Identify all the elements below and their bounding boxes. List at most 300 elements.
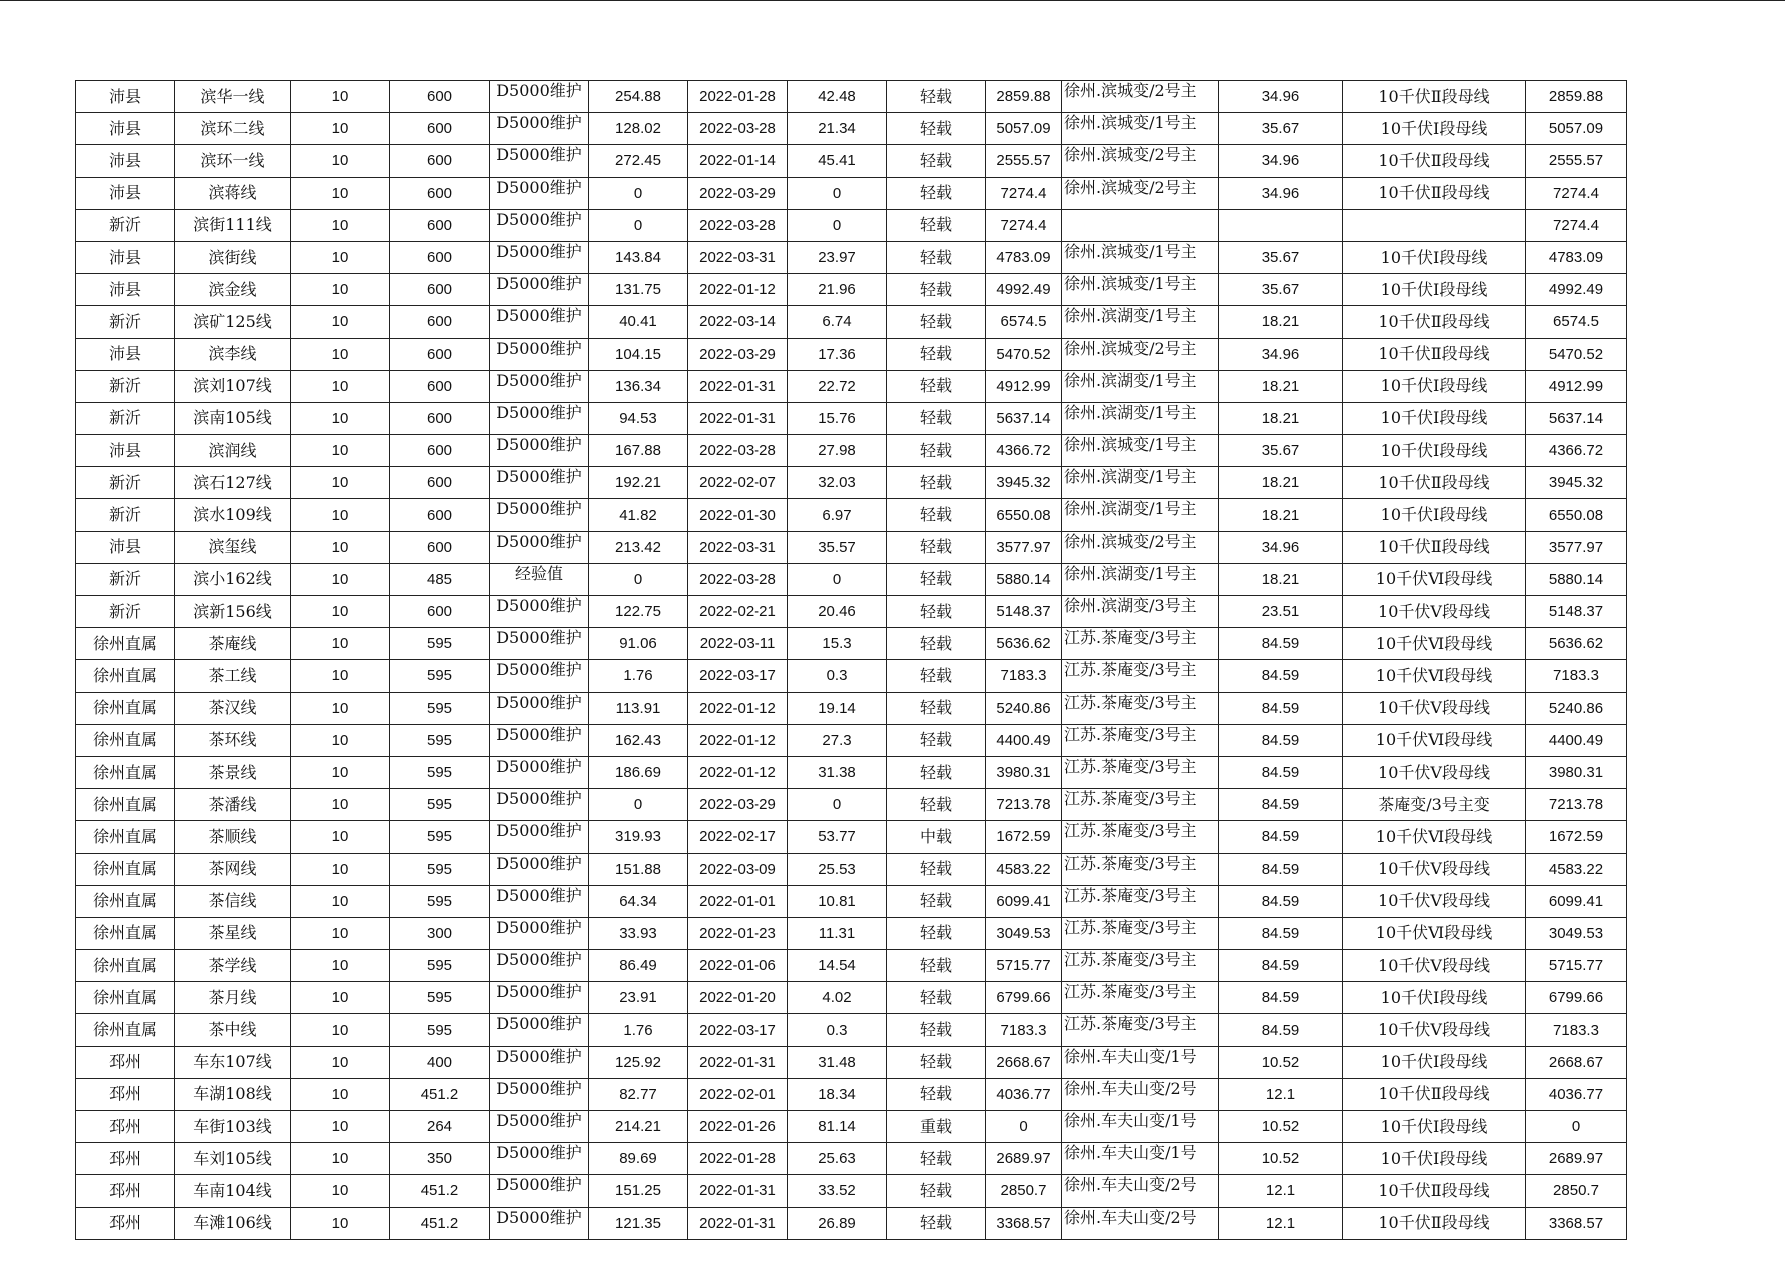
cell-region: 邳州 [76, 1111, 175, 1143]
cell-line-name: 滨华一线 [175, 81, 291, 113]
cell-load-current: 113.91 [589, 692, 688, 724]
cell-transformer: 徐州.滨湖变/3号主 [1062, 596, 1219, 628]
cell-line-name: 茶月线 [175, 982, 291, 1014]
cell-transformer-rate: 84.59 [1219, 756, 1343, 788]
table-row [76, 885, 1627, 917]
cell-transformer: 江苏.茶庵变/3号主 [1062, 692, 1219, 724]
cell-date: 2022-01-12 [688, 756, 788, 788]
cell-transformer-rate: 12.1 [1219, 1175, 1343, 1207]
cell-load-status: 轻载 [887, 145, 986, 177]
cell-bus-section: 10千伏Ⅱ段母线 [1343, 1078, 1526, 1110]
cell-available-capacity: 4992.49 [986, 274, 1062, 306]
cell-transformer-rate: 35.67 [1219, 435, 1343, 467]
cell-transformer-rate: 18.21 [1219, 370, 1343, 402]
cell-load-status: 中载 [887, 821, 986, 853]
cell-date: 2022-01-31 [688, 402, 788, 434]
cell-transformer: 徐州.滨湖变/1号主 [1062, 563, 1219, 595]
cell-load-rate: 18.34 [788, 1078, 887, 1110]
cell-region: 邳州 [76, 1046, 175, 1078]
cell-region: 邳州 [76, 1207, 175, 1239]
cell-capacity: 3945.32 [1526, 467, 1627, 499]
cell-load-current: 91.06 [589, 628, 688, 660]
cell-bus-section: 10千伏Ⅱ段母线 [1343, 1207, 1526, 1239]
cell-transformer-rate: 84.59 [1219, 821, 1343, 853]
cell-transformer-rate: 34.96 [1219, 531, 1343, 563]
cell-line-name: 滨蒋线 [175, 177, 291, 209]
cell-available-capacity: 5637.14 [986, 402, 1062, 434]
cell-load-rate: 0.3 [788, 660, 887, 692]
cell-source: D5000维护 [490, 113, 589, 145]
cell-transformer: 江苏.茶庵变/3号主 [1062, 853, 1219, 885]
cell-transformer-rate: 34.96 [1219, 81, 1343, 113]
cell-capacity: 7274.4 [1526, 177, 1627, 209]
cell-source: D5000维护 [490, 950, 589, 982]
cell-transformer: 江苏.茶庵变/3号主 [1062, 821, 1219, 853]
cell-date: 2022-01-06 [688, 950, 788, 982]
cell-load-rate: 10.81 [788, 885, 887, 917]
cell-load-rate: 0 [788, 563, 887, 595]
cell-source: D5000维护 [490, 1175, 589, 1207]
cell-load-status: 轻载 [887, 241, 986, 273]
cell-transformer: 徐州.车夫山变/2号 [1062, 1175, 1219, 1207]
cell-bus-section: 10千伏Ⅴ段母线 [1343, 950, 1526, 982]
cell-available-capacity: 5636.62 [986, 628, 1062, 660]
table-row [76, 499, 1627, 531]
cell-transformer: 徐州.滨城变/1号主 [1062, 274, 1219, 306]
cell-capacity: 2689.97 [1526, 1143, 1627, 1175]
cell-capacity: 7274.4 [1526, 209, 1627, 241]
cell-limit-current: 600 [390, 499, 490, 531]
cell-region: 徐州直属 [76, 853, 175, 885]
cell-source: D5000维护 [490, 209, 589, 241]
cell-voltage: 10 [291, 1046, 390, 1078]
cell-load-status: 轻载 [887, 1046, 986, 1078]
cell-line-name: 滨刘107线 [175, 370, 291, 402]
cell-bus-section: 10千伏Ⅰ段母线 [1343, 274, 1526, 306]
table-row [76, 435, 1627, 467]
cell-region: 新沂 [76, 370, 175, 402]
cell-voltage: 10 [291, 1111, 390, 1143]
cell-load-status: 轻载 [887, 917, 986, 949]
cell-limit-current: 595 [390, 692, 490, 724]
cell-transformer: 徐州.滨湖变/1号主 [1062, 499, 1219, 531]
cell-load-status: 轻载 [887, 628, 986, 660]
cell-available-capacity: 5057.09 [986, 113, 1062, 145]
cell-source: D5000维护 [490, 853, 589, 885]
cell-available-capacity: 4583.22 [986, 853, 1062, 885]
cell-transformer: 徐州.车夫山变/2号 [1062, 1078, 1219, 1110]
cell-load-current: 1.76 [589, 1014, 688, 1046]
cell-date: 2022-03-28 [688, 113, 788, 145]
cell-limit-current: 600 [390, 274, 490, 306]
cell-capacity: 4783.09 [1526, 241, 1627, 273]
cell-load-current: 214.21 [589, 1111, 688, 1143]
cell-source: D5000维护 [490, 821, 589, 853]
cell-region: 新沂 [76, 467, 175, 499]
cell-voltage: 10 [291, 596, 390, 628]
cell-load-rate: 45.41 [788, 145, 887, 177]
cell-load-current: 213.42 [589, 531, 688, 563]
cell-bus-section: 10千伏Ⅱ段母线 [1343, 306, 1526, 338]
cell-region: 徐州直属 [76, 756, 175, 788]
cell-available-capacity: 6550.08 [986, 499, 1062, 531]
cell-voltage: 10 [291, 628, 390, 660]
cell-line-name: 滨石127线 [175, 467, 291, 499]
cell-region: 徐州直属 [76, 724, 175, 756]
cell-region: 徐州直属 [76, 885, 175, 917]
cell-load-current: 0 [589, 209, 688, 241]
cell-voltage: 10 [291, 113, 390, 145]
cell-limit-current: 600 [390, 338, 490, 370]
table-row [76, 950, 1627, 982]
cell-bus-section: 10千伏Ⅰ段母线 [1343, 370, 1526, 402]
cell-load-current: 0 [589, 563, 688, 595]
cell-region: 沛县 [76, 338, 175, 370]
cell-voltage: 10 [291, 435, 390, 467]
cell-transformer-rate [1219, 209, 1343, 241]
cell-capacity: 6099.41 [1526, 885, 1627, 917]
cell-region: 徐州直属 [76, 982, 175, 1014]
table-row [76, 113, 1627, 145]
cell-date: 2022-03-09 [688, 853, 788, 885]
cell-line-name: 茶中线 [175, 1014, 291, 1046]
cell-region: 徐州直属 [76, 821, 175, 853]
cell-voltage: 10 [291, 402, 390, 434]
cell-load-status: 轻载 [887, 692, 986, 724]
cell-source: D5000维护 [490, 435, 589, 467]
cell-source: D5000维护 [490, 724, 589, 756]
cell-line-name: 车滩106线 [175, 1207, 291, 1239]
cell-capacity: 5880.14 [1526, 563, 1627, 595]
cell-bus-section: 10千伏Ⅱ段母线 [1343, 145, 1526, 177]
cell-available-capacity: 4366.72 [986, 435, 1062, 467]
cell-load-current: 33.93 [589, 917, 688, 949]
cell-source: 经验值 [490, 563, 589, 595]
cell-source: D5000维护 [490, 241, 589, 273]
cell-line-name: 滨李线 [175, 338, 291, 370]
cell-load-current: 319.93 [589, 821, 688, 853]
cell-bus-section: 10千伏Ⅰ段母线 [1343, 241, 1526, 273]
cell-load-current: 86.49 [589, 950, 688, 982]
cell-voltage: 10 [291, 660, 390, 692]
cell-bus-section: 10千伏Ⅴ段母线 [1343, 596, 1526, 628]
cell-load-status: 轻载 [887, 1078, 986, 1110]
cell-capacity: 6574.5 [1526, 306, 1627, 338]
cell-load-current: 1.76 [589, 660, 688, 692]
cell-source: D5000维护 [490, 499, 589, 531]
table-row [76, 628, 1627, 660]
cell-line-name: 滨环一线 [175, 145, 291, 177]
cell-load-status: 轻载 [887, 660, 986, 692]
cell-voltage: 10 [291, 306, 390, 338]
cell-limit-current: 595 [390, 821, 490, 853]
cell-line-name: 车刘105线 [175, 1143, 291, 1175]
cell-limit-current: 600 [390, 596, 490, 628]
cell-line-name: 茶网线 [175, 853, 291, 885]
cell-capacity: 2859.88 [1526, 81, 1627, 113]
cell-region: 沛县 [76, 241, 175, 273]
table-row [76, 724, 1627, 756]
cell-voltage: 10 [291, 145, 390, 177]
cell-load-rate: 31.38 [788, 756, 887, 788]
cell-capacity: 7213.78 [1526, 789, 1627, 821]
cell-capacity: 7183.3 [1526, 1014, 1627, 1046]
cell-bus-section: 10千伏Ⅱ段母线 [1343, 81, 1526, 113]
cell-available-capacity: 3049.53 [986, 917, 1062, 949]
cell-date: 2022-01-28 [688, 81, 788, 113]
cell-line-name: 茶景线 [175, 756, 291, 788]
table-row [76, 531, 1627, 563]
cell-load-rate: 27.98 [788, 435, 887, 467]
cell-source: D5000维护 [490, 1014, 589, 1046]
cell-load-status: 轻载 [887, 274, 986, 306]
cell-limit-current: 595 [390, 789, 490, 821]
cell-date: 2022-01-01 [688, 885, 788, 917]
cell-transformer-rate: 34.96 [1219, 145, 1343, 177]
cell-load-current: 192.21 [589, 467, 688, 499]
cell-region: 新沂 [76, 209, 175, 241]
cell-transformer: 江苏.茶庵变/3号主 [1062, 660, 1219, 692]
cell-load-current: 128.02 [589, 113, 688, 145]
cell-capacity: 3577.97 [1526, 531, 1627, 563]
cell-load-current: 94.53 [589, 402, 688, 434]
cell-load-rate: 0 [788, 789, 887, 821]
cell-available-capacity: 7213.78 [986, 789, 1062, 821]
cell-transformer: 江苏.茶庵变/3号主 [1062, 724, 1219, 756]
cell-voltage: 10 [291, 756, 390, 788]
page-top-rule [0, 0, 1785, 1]
cell-available-capacity: 3368.57 [986, 1207, 1062, 1239]
cell-capacity: 4992.49 [1526, 274, 1627, 306]
cell-limit-current: 600 [390, 402, 490, 434]
cell-capacity: 6550.08 [1526, 499, 1627, 531]
cell-limit-current: 600 [390, 531, 490, 563]
cell-load-status: 轻载 [887, 338, 986, 370]
cell-voltage: 10 [291, 1014, 390, 1046]
cell-region: 沛县 [76, 81, 175, 113]
cell-transformer-rate: 84.59 [1219, 885, 1343, 917]
cell-load-status: 轻载 [887, 209, 986, 241]
cell-transformer-rate: 84.59 [1219, 917, 1343, 949]
table-row [76, 81, 1627, 113]
cell-date: 2022-01-31 [688, 1175, 788, 1207]
cell-transformer-rate: 35.67 [1219, 274, 1343, 306]
cell-limit-current: 600 [390, 370, 490, 402]
cell-available-capacity: 7274.4 [986, 177, 1062, 209]
cell-load-rate: 53.77 [788, 821, 887, 853]
cell-load-current: 151.25 [589, 1175, 688, 1207]
cell-transformer-rate: 84.59 [1219, 1014, 1343, 1046]
cell-date: 2022-03-11 [688, 628, 788, 660]
cell-line-name: 车街103线 [175, 1111, 291, 1143]
cell-load-status: 轻载 [887, 756, 986, 788]
cell-load-current: 162.43 [589, 724, 688, 756]
cell-load-rate: 20.46 [788, 596, 887, 628]
cell-region: 徐州直属 [76, 789, 175, 821]
table-body [76, 81, 1627, 1240]
cell-available-capacity: 4912.99 [986, 370, 1062, 402]
table-row [76, 241, 1627, 273]
cell-transformer: 江苏.茶庵变/3号主 [1062, 1014, 1219, 1046]
cell-transformer: 江苏.茶庵变/3号主 [1062, 628, 1219, 660]
cell-voltage: 10 [291, 917, 390, 949]
cell-source: D5000维护 [490, 1078, 589, 1110]
cell-region: 新沂 [76, 499, 175, 531]
cell-available-capacity: 2850.7 [986, 1175, 1062, 1207]
table-row [76, 692, 1627, 724]
cell-date: 2022-03-28 [688, 209, 788, 241]
cell-line-name: 滨街线 [175, 241, 291, 273]
table-row [76, 370, 1627, 402]
cell-bus-section: 10千伏Ⅰ段母线 [1343, 435, 1526, 467]
cell-load-current: 254.88 [589, 81, 688, 113]
cell-voltage: 10 [291, 531, 390, 563]
table-row [76, 1111, 1627, 1143]
cell-line-name: 滨金线 [175, 274, 291, 306]
cell-capacity: 3980.31 [1526, 756, 1627, 788]
cell-source: D5000维护 [490, 274, 589, 306]
table-row [76, 917, 1627, 949]
cell-date: 2022-01-31 [688, 1046, 788, 1078]
cell-region: 邳州 [76, 1175, 175, 1207]
cell-load-status: 轻载 [887, 885, 986, 917]
cell-line-name: 滨玺线 [175, 531, 291, 563]
cell-transformer-rate: 18.21 [1219, 306, 1343, 338]
cell-load-rate: 14.54 [788, 950, 887, 982]
cell-bus-section: 10千伏Ⅵ段母线 [1343, 821, 1526, 853]
cell-voltage: 10 [291, 1175, 390, 1207]
cell-transformer-rate: 84.59 [1219, 982, 1343, 1014]
cell-region: 沛县 [76, 113, 175, 145]
cell-load-current: 122.75 [589, 596, 688, 628]
cell-load-status: 轻载 [887, 982, 986, 1014]
cell-capacity: 3049.53 [1526, 917, 1627, 949]
cell-capacity: 5240.86 [1526, 692, 1627, 724]
cell-bus-section: 10千伏Ⅴ段母线 [1343, 853, 1526, 885]
cell-capacity: 5148.37 [1526, 596, 1627, 628]
cell-load-status: 轻载 [887, 402, 986, 434]
cell-capacity: 6799.66 [1526, 982, 1627, 1014]
cell-transformer-rate: 12.1 [1219, 1078, 1343, 1110]
cell-date: 2022-03-28 [688, 563, 788, 595]
cell-load-current: 125.92 [589, 1046, 688, 1078]
cell-capacity: 5057.09 [1526, 113, 1627, 145]
cell-limit-current: 485 [390, 563, 490, 595]
cell-date: 2022-01-12 [688, 274, 788, 306]
cell-region: 新沂 [76, 306, 175, 338]
cell-bus-section: 10千伏Ⅴ段母线 [1343, 1014, 1526, 1046]
table-row [76, 1143, 1627, 1175]
cell-load-rate: 31.48 [788, 1046, 887, 1078]
cell-voltage: 10 [291, 1143, 390, 1175]
cell-load-rate: 33.52 [788, 1175, 887, 1207]
cell-voltage: 10 [291, 177, 390, 209]
cell-limit-current: 595 [390, 950, 490, 982]
cell-source: D5000维护 [490, 402, 589, 434]
cell-transformer: 江苏.茶庵变/3号主 [1062, 789, 1219, 821]
cell-available-capacity: 2689.97 [986, 1143, 1062, 1175]
cell-bus-section: 10千伏Ⅱ段母线 [1343, 467, 1526, 499]
cell-line-name: 滨新156线 [175, 596, 291, 628]
feeder-load-table [75, 80, 1627, 1240]
cell-date: 2022-02-21 [688, 596, 788, 628]
cell-limit-current: 595 [390, 982, 490, 1014]
cell-load-current: 167.88 [589, 435, 688, 467]
cell-region: 沛县 [76, 274, 175, 306]
cell-load-status: 轻载 [887, 81, 986, 113]
table-row [76, 789, 1627, 821]
cell-source: D5000维护 [490, 1143, 589, 1175]
cell-load-current: 41.82 [589, 499, 688, 531]
cell-available-capacity: 5148.37 [986, 596, 1062, 628]
table-row [76, 467, 1627, 499]
cell-load-status: 重载 [887, 1111, 986, 1143]
cell-load-current: 272.45 [589, 145, 688, 177]
table-row [76, 660, 1627, 692]
cell-load-rate: 21.96 [788, 274, 887, 306]
cell-transformer: 徐州.车夫山变/1号 [1062, 1046, 1219, 1078]
cell-bus-section: 10千伏Ⅱ段母线 [1343, 1175, 1526, 1207]
cell-available-capacity: 2668.67 [986, 1046, 1062, 1078]
table-row [76, 338, 1627, 370]
cell-capacity: 1672.59 [1526, 821, 1627, 853]
cell-capacity: 5637.14 [1526, 402, 1627, 434]
cell-line-name: 滨街111线 [175, 209, 291, 241]
cell-source: D5000维护 [490, 982, 589, 1014]
cell-transformer: 江苏.茶庵变/3号主 [1062, 756, 1219, 788]
cell-load-rate: 0 [788, 209, 887, 241]
cell-capacity: 5470.52 [1526, 338, 1627, 370]
cell-voltage: 10 [291, 209, 390, 241]
table-row [76, 209, 1627, 241]
cell-date: 2022-01-12 [688, 724, 788, 756]
cell-line-name: 茶汉线 [175, 692, 291, 724]
cell-available-capacity: 4400.49 [986, 724, 1062, 756]
cell-load-current: 121.35 [589, 1207, 688, 1239]
cell-date: 2022-02-07 [688, 467, 788, 499]
cell-voltage: 10 [291, 338, 390, 370]
table-row [76, 982, 1627, 1014]
cell-date: 2022-01-14 [688, 145, 788, 177]
cell-transformer: 徐州.滨城变/2号主 [1062, 338, 1219, 370]
cell-limit-current: 600 [390, 241, 490, 273]
cell-line-name: 滨水109线 [175, 499, 291, 531]
cell-region: 沛县 [76, 531, 175, 563]
cell-load-rate: 15.3 [788, 628, 887, 660]
cell-limit-current: 595 [390, 1014, 490, 1046]
cell-transformer-rate: 35.67 [1219, 241, 1343, 273]
cell-limit-current: 600 [390, 81, 490, 113]
cell-transformer: 徐州.滨湖变/1号主 [1062, 370, 1219, 402]
cell-transformer-rate: 10.52 [1219, 1143, 1343, 1175]
cell-source: D5000维护 [490, 370, 589, 402]
cell-bus-section: 10千伏Ⅴ段母线 [1343, 885, 1526, 917]
cell-limit-current: 600 [390, 177, 490, 209]
cell-limit-current: 600 [390, 306, 490, 338]
cell-limit-current: 600 [390, 113, 490, 145]
cell-source: D5000维护 [490, 596, 589, 628]
cell-source: D5000维护 [490, 1046, 589, 1078]
cell-voltage: 10 [291, 274, 390, 306]
table-row [76, 306, 1627, 338]
cell-region: 新沂 [76, 563, 175, 595]
cell-capacity: 3368.57 [1526, 1207, 1627, 1239]
cell-limit-current: 595 [390, 660, 490, 692]
cell-available-capacity: 5470.52 [986, 338, 1062, 370]
cell-load-rate: 0 [788, 177, 887, 209]
cell-capacity: 4036.77 [1526, 1078, 1627, 1110]
cell-limit-current: 300 [390, 917, 490, 949]
